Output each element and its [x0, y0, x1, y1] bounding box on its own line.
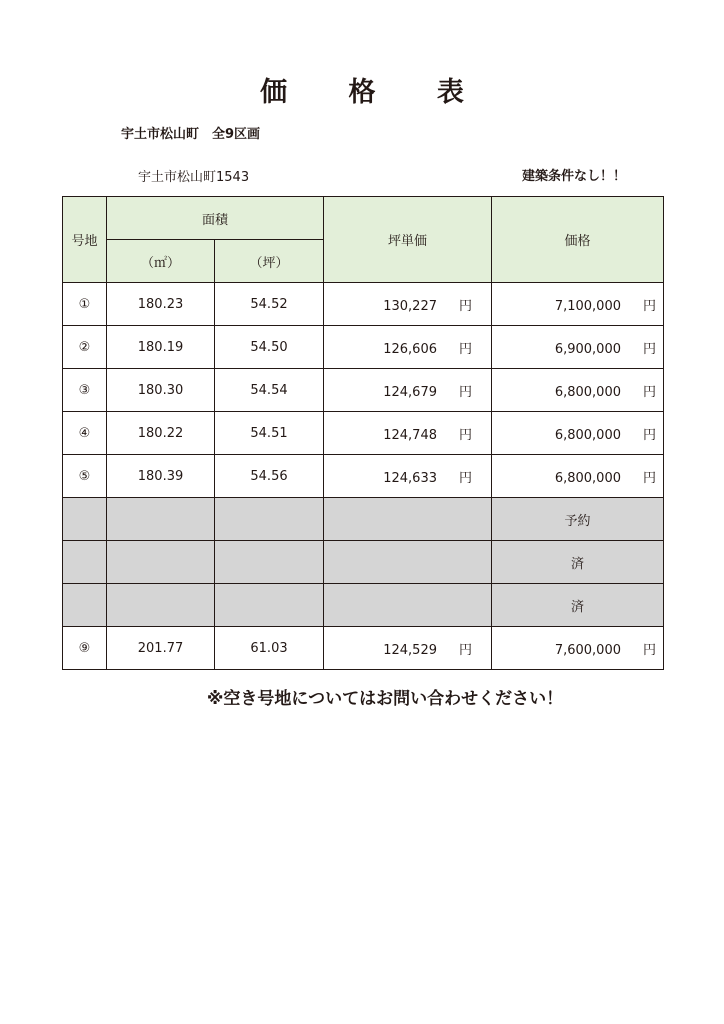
area-sqm: 201.77 [107, 627, 215, 670]
price: 7,100,000 [554, 298, 621, 314]
price-cell [492, 369, 664, 412]
blank-cell [324, 541, 492, 584]
lot-number: ① [63, 283, 107, 326]
lot-number: ③ [63, 369, 107, 412]
table-row-sold [63, 584, 664, 627]
blank-cell [215, 498, 324, 541]
inquiry-note: ※空き号地についてはお問い合わせください！ [206, 689, 564, 709]
blank-cell [324, 584, 492, 627]
yen-label: 円 [459, 427, 473, 443]
blank-cell [215, 541, 324, 584]
price: 6,900,000 [554, 341, 621, 357]
unit-price: 124,529 [383, 642, 437, 658]
area-sqm: 180.22 [107, 412, 215, 455]
price: 7,600,000 [554, 642, 621, 658]
header-unit-price: 坪単価 [324, 197, 492, 283]
price-cell [492, 283, 664, 326]
building-condition: 建築条件なし！！ [522, 169, 627, 184]
blank-cell [107, 584, 215, 627]
header-row [63, 197, 664, 240]
table-row [63, 283, 664, 326]
area-tsubo: 54.51 [215, 412, 324, 455]
area-sqm: 180.30 [107, 369, 215, 412]
yen-label: 円 [643, 384, 657, 400]
status-label: 済 [492, 584, 664, 627]
blank-cell [63, 498, 107, 541]
price-table [62, 196, 664, 670]
status-label: 済 [492, 541, 664, 584]
unit-price-cell [324, 326, 492, 369]
area-sqm: 180.19 [107, 326, 215, 369]
yen-label: 円 [643, 470, 657, 486]
unit-price: 124,633 [383, 470, 437, 486]
unit-price-cell [324, 369, 492, 412]
area-tsubo: 54.54 [215, 369, 324, 412]
unit-price-cell [324, 455, 492, 498]
price: 6,800,000 [554, 470, 621, 486]
table-row-sold [63, 541, 664, 584]
price: 6,800,000 [554, 427, 621, 443]
lot-number: ⑨ [63, 627, 107, 670]
area-sqm: 180.23 [107, 283, 215, 326]
unit-price: 126,606 [383, 341, 437, 357]
table-row-sold [63, 498, 664, 541]
yen-label: 円 [643, 298, 657, 314]
yen-label: 円 [459, 642, 473, 658]
header-price: 価格 [492, 197, 664, 283]
header-tsubo: （坪） [215, 240, 324, 283]
header-area: 面積 [107, 197, 324, 240]
unit-price: 124,679 [383, 384, 437, 400]
yen-label: 円 [643, 341, 657, 357]
blank-cell [107, 541, 215, 584]
blank-cell [63, 584, 107, 627]
header-lot: 号地 [63, 197, 107, 283]
status-label: 予約 [492, 498, 664, 541]
unit-price: 130,227 [383, 298, 437, 314]
yen-label: 円 [459, 384, 473, 400]
address: 宇土市松山町1543 [138, 170, 250, 185]
lot-number: ② [63, 326, 107, 369]
unit-price-cell [324, 627, 492, 670]
lot-number: ④ [63, 412, 107, 455]
blank-cell [324, 498, 492, 541]
unit-price: 124,748 [383, 427, 437, 443]
blank-cell [215, 584, 324, 627]
page-title: 価 格 表 [260, 77, 490, 108]
price-cell [492, 455, 664, 498]
blank-cell [107, 498, 215, 541]
yen-label: 円 [643, 642, 657, 658]
area-tsubo: 61.03 [215, 627, 324, 670]
lot-number: ⑤ [63, 455, 107, 498]
yen-label: 円 [459, 470, 473, 486]
area-tsubo: 54.56 [215, 455, 324, 498]
price-cell [492, 627, 664, 670]
price-cell [492, 326, 664, 369]
area-tsubo: 54.50 [215, 326, 324, 369]
unit-price-cell [324, 412, 492, 455]
header-sqm: （㎡） [107, 240, 215, 283]
table-row [63, 369, 664, 412]
price: 6,800,000 [554, 384, 621, 400]
table-row [63, 412, 664, 455]
table-row [63, 455, 664, 498]
price-cell [492, 412, 664, 455]
yen-label: 円 [643, 427, 657, 443]
area-tsubo: 54.52 [215, 283, 324, 326]
subtitle: 宇土市松山町 全9区画 [121, 127, 261, 142]
table-row [63, 326, 664, 369]
blank-cell [63, 541, 107, 584]
area-sqm: 180.39 [107, 455, 215, 498]
yen-label: 円 [459, 341, 473, 357]
table-row [63, 627, 664, 670]
unit-price-cell [324, 283, 492, 326]
yen-label: 円 [459, 298, 473, 314]
